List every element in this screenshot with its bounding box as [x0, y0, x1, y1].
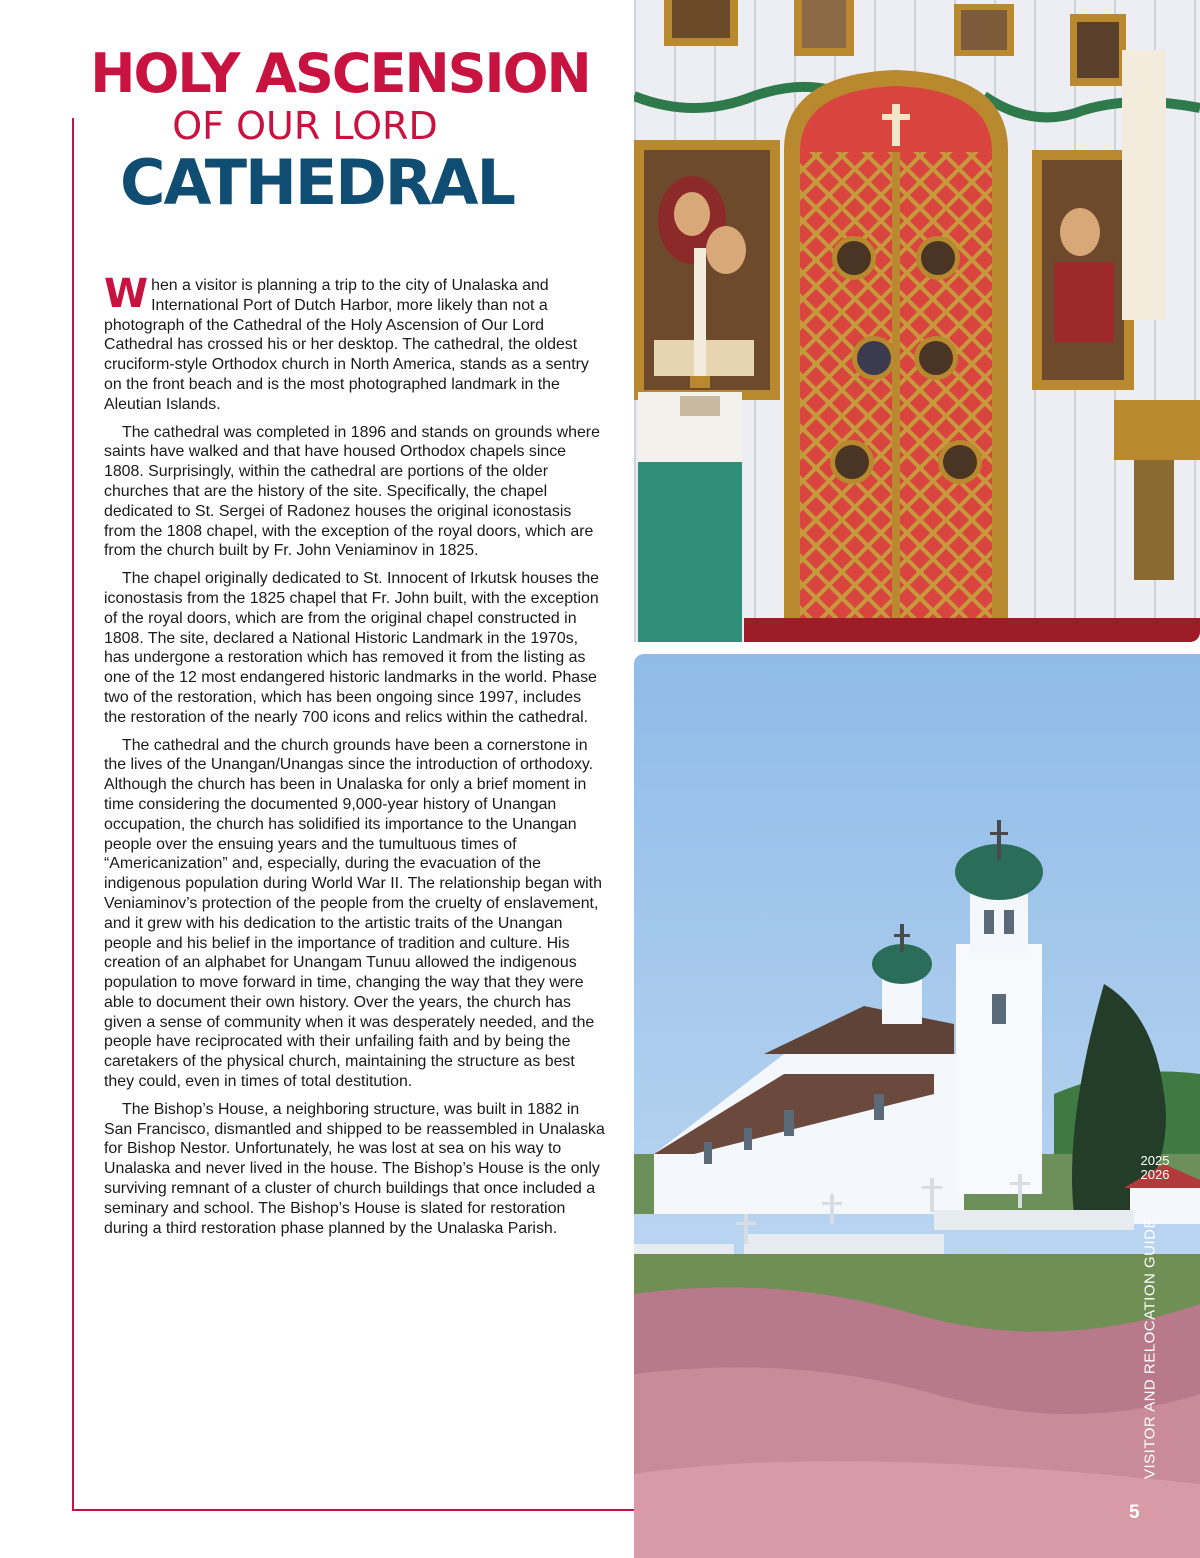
- paragraph-3: The chapel originally dedicated to St. Innocent of Irkutsk houses the iconostasis from the 1825 chapel that Fr. John built, with the exception of the royal doors, which are from the original chapel constructed in 1808. The site, declared a National Historic Landmark in the 1970s, has undergone a restoration which has removed it from the listing as one of the 12 most endangered historic landmarks in the world. Phase two of the restoration, which has been ongoing since 1997, includes the restoration of the nearly 700 icons and relics within the cathedral.: [104, 570, 600, 726]
- title-line-3: CATHEDRAL: [120, 146, 514, 219]
- paragraph-2: The cathedral was completed in 1896 and stands on grounds where saints have walked and that have housed Orthodox chapels since 1808. Surprisingly, within the cathedral are portions of the older churches that are the history of the site. Specifically, the chapel dedicated to St. Sergei of Radonez houses the original iconostasis from the 1808 chapel, with the exception of the royal doors, which are from the church built by Fr. John Veniaminov in 1825.: [104, 423, 600, 560]
- iconostasis-photo: [634, 0, 1200, 642]
- accent-rule-vertical: [72, 118, 74, 1511]
- cathedral-illustration: [634, 654, 1200, 1558]
- title-line-2: OF OUR LORD: [172, 104, 438, 148]
- paragraph-4: The cathedral and the church grounds have been a cornerstone in the lives of the Unangan/Unangas since the introduction of orthodoxy. Although the church has been in Unalaska for only a brief moment in time considering the documented 9,000-year history of Unangan occupation, the church has solidified its importance to the Unangan people over the ensuing years and the tumultuous times of “Americanization” and, especially, during the evacuation of the indigenous population during World War II. The relationship began with Veniaminov’s protection of the people from the cruelty of enslavement, and it grew with his dedication to the artistic traits of the Unangan people and his belief in the importance of tradition and culture. His creation of an alphabet for Unangam Tunuu allowed the indigenous population to move forward in time, changing the way that they were able to document their own history. Over the years, the church has given a sense of community when it was desperately needed, and the people have reciprocated with their unfailing faith and by being the caretakers of the physical church, maintaining the structure as best they could, even in times of total destitution.: [104, 736, 602, 1091]
- paragraph-1: [104, 271, 606, 415]
- guide-title-vertical: VISITOR AND RELOCATION GUIDE: [1141, 1218, 1159, 1479]
- edition-year-1: 2025: [1140, 1153, 1170, 1168]
- paragraph-5: The Bishop’s House, a neighboring structure, was built in 1882 in San Francisco, dismantled and shipped to be reassembled in Unalaska for Bishop Nestor. Unfortunately, he was lost at sea on his way to Unalaska and never lived in the house. The Bishop’s House is the only surviving remnant of a cluster of church buildings that once included a seminary and school. The Bishop’s House is slated for restoration during a third restoration phase planned by the Unalaska Parish.: [104, 1100, 605, 1237]
- iconostasis-illustration: [634, 0, 1200, 642]
- page-number: 5: [1129, 1502, 1140, 1523]
- cathedral-photo: [634, 654, 1200, 1558]
- accent-rule-horizontal: [72, 1509, 636, 1511]
- paragraph-1-text: hen a visitor is planning a trip to the city of Unalaska and International Port of Dutch Harbor, more likely than not a photograph of the Cathedral of the Holy Ascension of Our Lord Cathedral has crossed his or her desktop. The cathedral, the oldest cruciform-style Orthodox church in North America, stands as a sentry on the front beach and is the most photographed landmark in the Aleutian Islands.: [104, 277, 589, 413]
- title-line-1: HOLY ASCENSION: [90, 42, 590, 105]
- drop-cap: W: [104, 271, 149, 317]
- edition-years: [1130, 1154, 1180, 1182]
- article-title: [60, 44, 620, 218]
- edition-year-2: 2026: [1140, 1167, 1170, 1182]
- article-body: [104, 271, 606, 1246]
